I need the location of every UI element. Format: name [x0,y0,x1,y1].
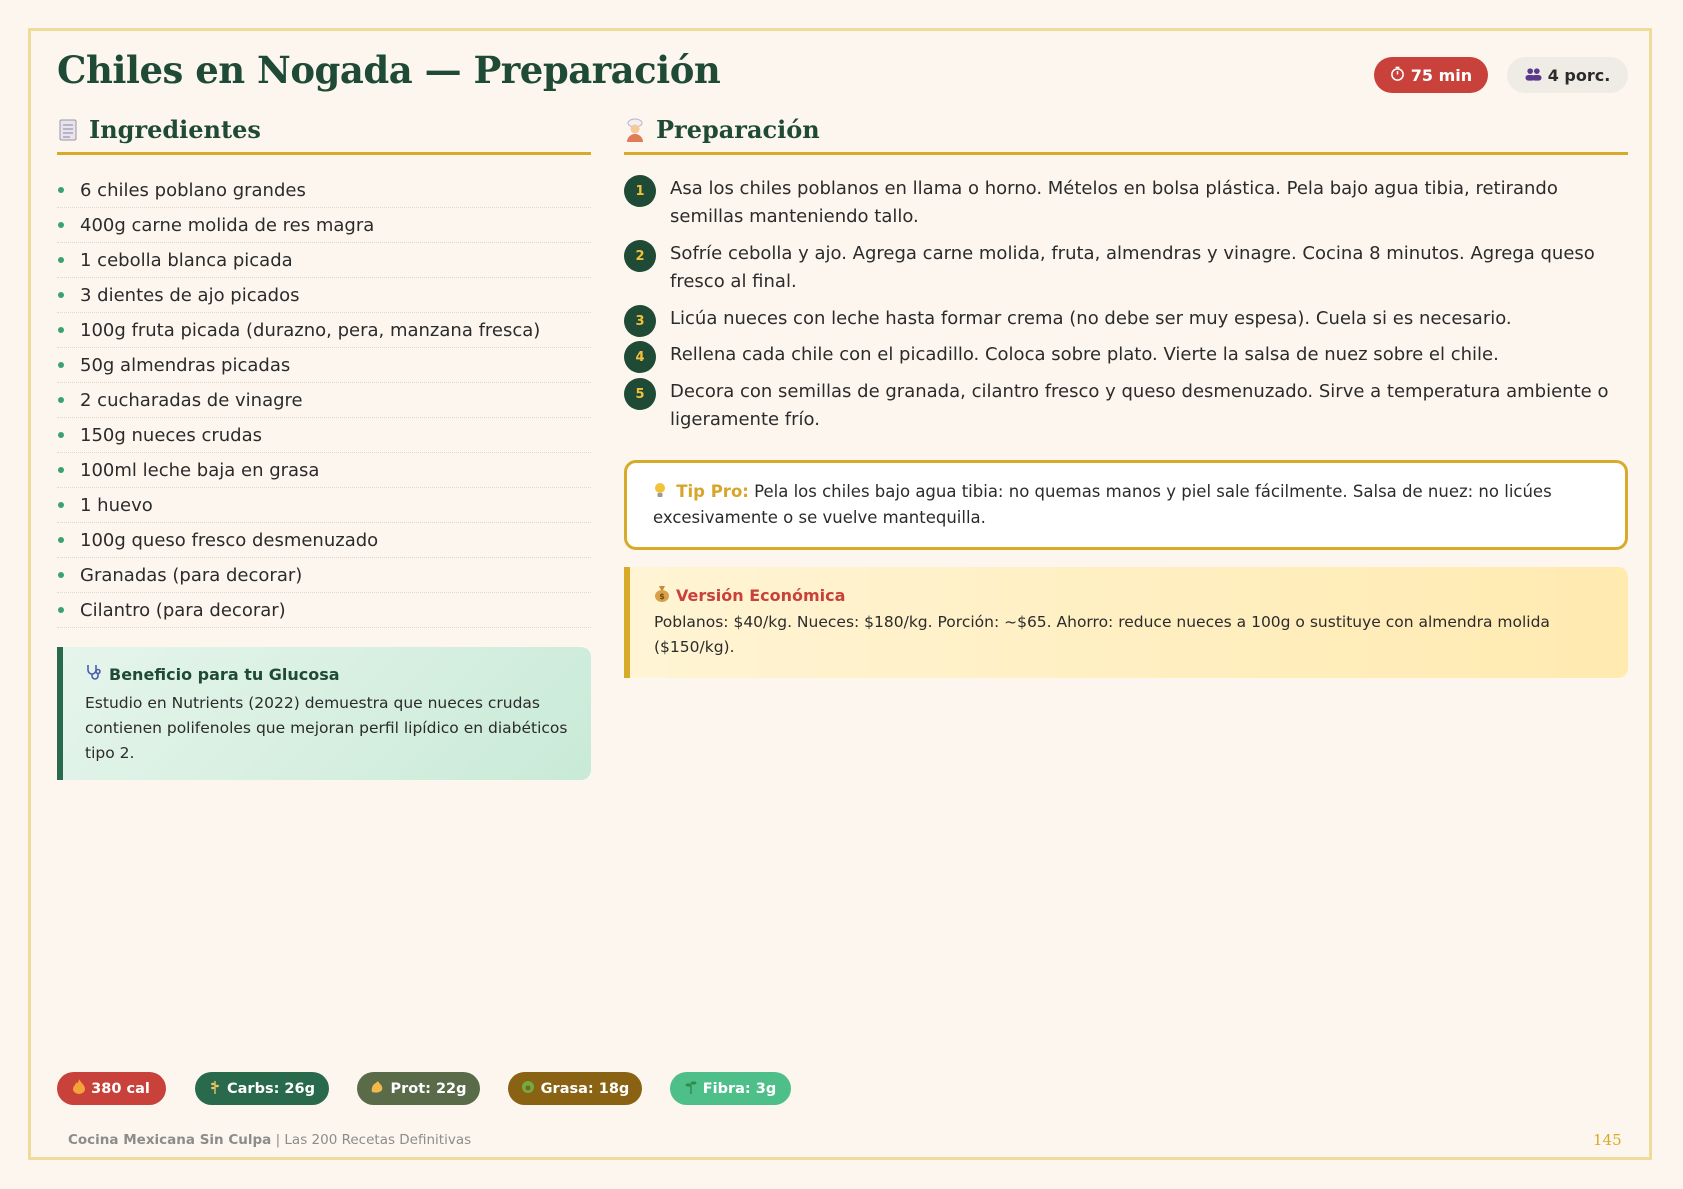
page-title: Chiles en Nogada — Preparación [57,48,721,92]
carbs-badge [195,1072,329,1105]
list-item [57,418,591,453]
muscle-icon [370,1080,384,1098]
book-subtitle: | Las 200 Recetas Definitivas [271,1132,472,1148]
ingredient-text: 100ml leche baja en grasa [80,459,320,481]
ingredient-text: Cilantro (para decorar) [80,599,286,621]
time-value: 75 min [1410,65,1473,85]
calories-value: 380 cal [91,1080,150,1097]
bullet [58,432,64,438]
step-text: Asa los chiles poblanos en llama o horno. Mételos en bolsa plástica. Pela bajo agua tibia, retirando semillas manteniendo tallo. [670,178,1558,227]
ingredient-text: 100g fruta picada (durazno, pera, manzana fresca) [80,319,541,341]
fiber-value: Fibra: 3g [702,1080,777,1097]
stopwatch-icon [1390,66,1405,85]
benefit-heading: Beneficio para tu Glucosa [109,664,340,684]
footer-book [68,1132,471,1148]
bullet [58,187,64,193]
avocado-icon [521,1080,535,1098]
bullet [58,607,64,613]
ingredients-list [57,173,591,628]
ingredient-text: 2 cucharadas de vinagre [80,389,303,411]
list-item [57,593,591,628]
ingredient-text: 50g almendras picadas [80,354,291,376]
tip-text: Pela los chiles bajo agua tibia: no quemas manos y piel sale fácilmente. Salsa de nuez: no licúes excesivamente o se vuelve mantequilla. [653,482,1552,527]
benefit-header [85,663,571,685]
list-item [57,453,591,488]
protein-badge [357,1072,480,1105]
list-item [57,313,591,348]
servings-value: 4 porc. [1547,65,1611,85]
ingredient-text: 1 cebolla blanca picada [80,249,293,271]
page-number: 145 [1593,1131,1622,1149]
tip-pro-box [624,460,1628,550]
bullet [58,222,64,228]
ingredient-text: 150g nueces crudas [80,424,263,446]
bullet [58,397,64,403]
economy-text: Poblanos: $40/kg. Nueces: $180/kg. Porción: ~$65. Ahorro: reduce nueces a 100g o sustituye con almendra molida ($150/kg). [654,613,1550,656]
step-item [624,240,1628,305]
list-item [57,348,591,383]
ingredients-heading: Ingredientes [89,115,261,144]
ingredients-header [57,111,591,155]
step-item [624,175,1628,240]
stethoscope-icon [85,663,103,685]
economy-version-box [624,567,1628,678]
chef-icon [624,119,646,141]
lightbulb-icon [653,482,676,501]
bullet [58,362,64,368]
list-item [57,173,591,208]
fat-badge [508,1072,642,1105]
ingredient-text: 1 huevo [80,494,153,516]
bullet [58,292,64,298]
list-item [57,383,591,418]
bullet [58,467,64,473]
step-number: 3 [624,305,656,337]
ingredient-text: Granadas (para decorar) [80,564,303,586]
servings-badge [1507,57,1628,93]
list-item [57,208,591,243]
time-badge [1374,57,1488,93]
ingredient-text: 400g carne molida de res magra [80,214,375,236]
wheat-icon [209,1079,221,1098]
economy-header [654,585,1608,606]
calories-badge [57,1072,166,1105]
protein-value: Prot: 22g [390,1080,467,1097]
bullet [58,327,64,333]
step-number: 1 [624,175,656,207]
list-item [57,523,591,558]
carbs-value: Carbs: 26g [227,1080,315,1097]
list-item [57,488,591,523]
fat-value: Grasa: 18g [540,1080,630,1097]
step-item [624,341,1628,378]
bullet [58,502,64,508]
list-item [57,558,591,593]
steps-list [624,175,1628,443]
tip-label: Tip Pro: [676,482,749,501]
list-item [57,278,591,313]
step-text: Sofríe cebolla y ajo. Agrega carne molida, fruta, almendras y vinagre. Cocina 8 minutos. Agrega queso fresco al final. [670,243,1595,292]
preparation-heading: Preparación [656,115,820,144]
bullet [58,572,64,578]
step-text: Decora con semillas de granada, cilantro fresco y queso desmenuzado. Sirve a temperatura ambiente o ligeramente frío. [670,381,1609,430]
ingredient-text: 3 dientes de ajo picados [80,284,300,306]
step-item [624,305,1628,341]
bullet [58,537,64,543]
fire-icon [73,1079,85,1098]
sprout-icon [685,1080,697,1098]
svg-text:$: $ [659,592,665,601]
glucose-benefit-box [57,647,591,780]
receipt-icon [57,119,79,141]
step-number: 5 [624,378,656,410]
people-icon [1525,66,1542,85]
step-number: 4 [624,341,656,373]
money-bag-icon [654,585,670,606]
book-title: Cocina Mexicana Sin Culpa [68,1132,272,1148]
step-text: Rellena cada chile con el picadillo. Coloca sobre plato. Vierte la salsa de nuez sobre el chile. [670,344,1499,365]
ingredient-text: 6 chiles poblano grandes [80,179,306,201]
preparation-header [624,111,1628,155]
step-number: 2 [624,240,656,272]
bullet [58,257,64,263]
benefit-text: Estudio en Nutrients (2022) demuestra que nueces crudas contienen polifenoles que mejoran perfil lipídico en diabéticos tipo 2. [85,694,568,762]
fiber-badge [670,1072,791,1105]
ingredient-text: 100g queso fresco desmenuzado [80,529,379,551]
step-item [624,378,1628,443]
list-item [57,243,591,278]
economy-heading: Versión Económica [676,586,846,605]
step-text: Licúa nueces con leche hasta formar crema (no debe ser muy espesa). Cuela si es necesario. [670,308,1512,329]
